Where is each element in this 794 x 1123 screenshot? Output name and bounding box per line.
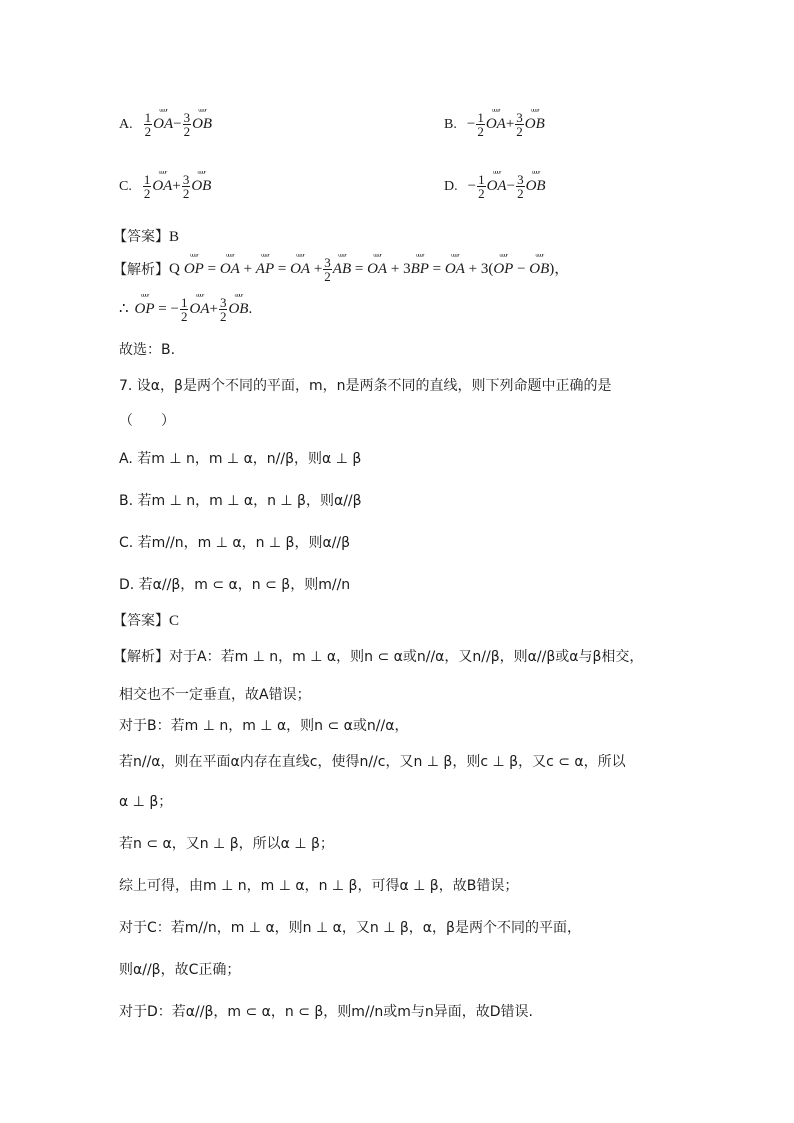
q7-paren: （ ） — [119, 413, 175, 429]
q6-answer: 【答案】B — [113, 229, 180, 245]
q6-option-d: D. − $\frac{1}{2}$ ᵘᵘᵘʳ OA − $\frac{3}{2}$ ᵘᵘᵘʳ OB — [444, 169, 546, 201]
q7-analysis-line: 对于D：若α//β，m ⊂ α，n ⊂ β，则m//n或m与n异面，故D错误. — [119, 1004, 533, 1020]
q7-option-b: B. 若m ⊥ n，m ⊥ α，n ⊥ β，则α//β — [119, 493, 362, 509]
fraction: $\frac{3}{2}$ — [516, 110, 523, 139]
vector-ob: ᵘᵘᵘʳ OB — [524, 107, 545, 132]
q7-option-a: A. 若m ⊥ n，m ⊥ α，n//β，则α ⊥ β — [119, 451, 362, 467]
q7-analysis-line: 若n//α，则在平面α内存在直线c，使得n//c，又n ⊥ β，则c ⊥ β，又c ⊂ α，所以 — [119, 754, 626, 770]
vector-ob: ᵘᵘᵘʳ OB — [525, 169, 546, 194]
option-label: C. — [119, 178, 132, 194]
fraction: $\frac{1}{2}$ — [143, 172, 151, 201]
fraction: $\frac{3}{2}$ — [182, 172, 190, 201]
q7-analysis-line: 相交也不一定垂直，故A错误； — [119, 687, 311, 703]
q7-answer: 【答案】C — [113, 613, 180, 629]
q7-option-c: C. 若m//n，m ⊥ α，n ⊥ β，则α//β — [119, 535, 351, 551]
q6-option-a: A. $\frac{1}{2}$ ᵘᵘᵘʳ OA − $\frac{3}{2}$ ᵘᵘᵘʳ OB — [119, 107, 213, 139]
q7-option-d: D. 若α//β，m ⊂ α，n ⊂ β，则m//n — [119, 577, 351, 593]
vector-oa: ᵘᵘᵘʳ OA — [486, 169, 507, 194]
q6-analysis-result: ∴ ᵘᵘᵘʳ OP = − $\frac{1}{2}$ ᵘᵘᵘʳ OA + $\frac{3}{2}$ ᵘᵘᵘʳ OB . — [119, 292, 253, 324]
fraction: $\frac{3}{2}$ — [183, 110, 191, 139]
option-label: D. — [444, 178, 458, 194]
fraction: $\frac{3}{2}$ — [517, 172, 524, 201]
q6-option-b: B. − $\frac{1}{2}$ ᵘᵘᵘʳ OA + $\frac{3}{2}$ ᵘᵘᵘʳ OB — [444, 107, 545, 139]
q7-analysis-line: 若n ⊂ α，又n ⊥ β，所以α ⊥ β； — [119, 836, 334, 852]
option-label: A. — [119, 116, 133, 132]
q7-analysis-line: 对于C：若m//n，m ⊥ α，则n ⊥ α，又n ⊥ β，α，β是两个不同的平面， — [119, 920, 581, 936]
vector-oa: ᵘᵘᵘʳ OA — [152, 169, 173, 194]
q6-option-c: C. $\frac{1}{2}$ ᵘᵘᵘʳ OA + $\frac{3}{2}$ ᵘᵘᵘʳ OB — [119, 169, 212, 201]
q7-stem: 7. 设α，β是两个不同的平面，m，n是两条不同的直线，则下列命题中正确的是 — [119, 378, 612, 394]
option-label: B. — [444, 116, 457, 132]
vector-oa: ᵘᵘᵘʳ OA — [485, 107, 506, 132]
vector-ob: ᵘᵘᵘʳ OB — [192, 107, 213, 132]
fraction: $\frac{1}{2}$ — [144, 110, 152, 139]
q7-analysis-line: α ⊥ β； — [119, 794, 173, 810]
q6-selection: 故选：B. — [119, 342, 176, 358]
fraction: $\frac{1}{2}$ — [477, 110, 484, 139]
q7-analysis-line: 对于B：若m ⊥ n，m ⊥ α，则n ⊂ α或n//α， — [119, 718, 409, 734]
vector-oa: ᵘᵘᵘʳ OA — [153, 107, 174, 132]
q7-analysis-line: 综上可得，由m ⊥ n，m ⊥ α，n ⊥ β，可得α ⊥ β，故B错误； — [119, 878, 519, 894]
q7-analysis-line: 则α//β，故C正确； — [119, 962, 241, 978]
fraction: $\frac{1}{2}$ — [478, 172, 485, 201]
q7-analysis-line: 【解析】对于A：若m ⊥ n，m ⊥ α，则n ⊂ α或n//α，又n//β，则α//β或α与β相交， — [113, 649, 644, 665]
vector-ob: ᵘᵘᵘʳ OB — [191, 169, 212, 194]
q6-analysis-equation: 【解析】 Q ᵘᵘᵘʳ OP = ᵘᵘᵘʳ OA + ᵘᵘᵘʳ AP = ᵘᵘᵘʳ OA + $\frac{3}{2}$ ᵘᵘᵘʳ AB = ᵘᵘᵘʳ OA + 3 ᵘᵘᵘʳ BP = ᵘᵘᵘʳ OA + 3( ᵘᵘᵘʳ OP − ᵘᵘᵘʳ OB )， — [113, 252, 570, 284]
